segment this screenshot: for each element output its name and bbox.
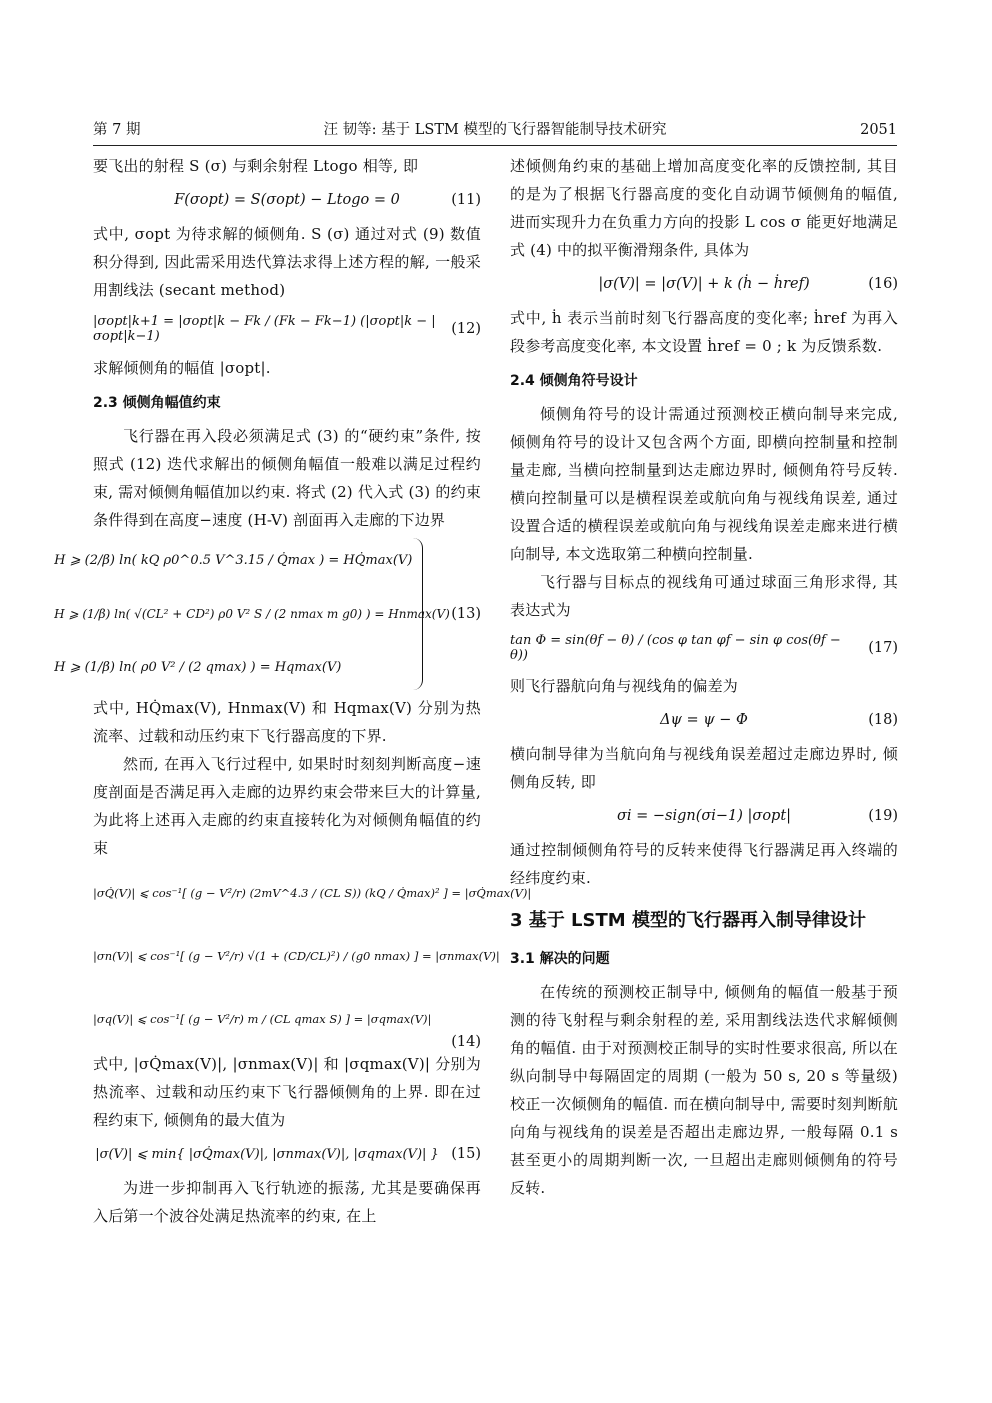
equation-11 xyxy=(93,180,481,220)
right-column xyxy=(510,152,898,1202)
equation-body: tan Φ = sin(θf − θ) / (cos φ tan φf − sin φ cos(θf − θ)) xyxy=(510,633,841,663)
equation-17 xyxy=(510,624,898,672)
equation-number: (14) xyxy=(451,1034,481,1050)
equation-14 xyxy=(93,862,532,1050)
equation-line: |σQ̇(V)| ⩽ cos⁻¹[ (g − V²/r) (2mV^4.3 / (CL S)) (kQ / Q̇max)² ] = |σQ̇max(V)| xyxy=(93,886,532,901)
equation-line: H ⩾ (2/β) ln( kQ ρ0^0.5 V^3.15 / Q̇max ) = HQ̇max(V) xyxy=(54,553,413,569)
paragraph: 通过控制倾侧角符号的反转来使得飞行器满足再入终端的经纬度约束. xyxy=(510,841,898,887)
equation-line: H ⩾ (1/β) ln( ρ0 V² / (2 qmax) ) = Hqmax(V) xyxy=(54,659,342,675)
paragraph: 为进一步抑制再入飞行轨迹的振荡, 尤其是要确保再入后第一个波谷处满足热流率的约束, 在上 xyxy=(93,1179,481,1225)
equation-body: F(σopt) = S(σopt) − Ltogo = 0 xyxy=(174,192,400,208)
equation-13 xyxy=(54,534,481,694)
equation-number: (15) xyxy=(451,1146,481,1162)
equation-line: |σn(V)| ⩽ cos⁻¹[ (g − V²/r) √(1 + (CD/CL)²) / (g0 nmax) ] = |σnmax(V)| xyxy=(93,948,500,963)
equation-body: |σ(V)| = |σ(V)| + k (ḣ − ḣref) xyxy=(598,276,810,292)
equation-line: |σq(V)| ⩽ cos⁻¹[ (g − V²/r) m / (CL qmax S) ] = |σqmax(V)| xyxy=(93,1011,432,1026)
equation-body: σi = −sign(σi−1) |σopt| xyxy=(616,808,792,824)
paragraph: 倾侧角符号的设计需通过预测校正横向制导来完成, 倾侧角符号的设计又包含两个方面, 即横向控制量和控制量走廊, 当横向控制量到达走廊边界时, 倾侧角符号反转. 横向控制量可以是横程误差或航向角与视线角误差, 通过设置合适的横程误差或航向角与视线角误差走廊来进行横向制导, 本文选取第二种横向控制量. xyxy=(510,405,898,563)
paragraph: 然而, 在再入飞行过程中, 如果时时刻刻判断高度−速度剖面是否满足再入走廊的边界约束会带来巨大的计算量, 为此将上述再入走廊的约束直接转化为对倾侧角幅值的约束 xyxy=(93,755,481,857)
equation-number: (19) xyxy=(868,808,898,824)
section-heading-2-3: 2.3 倾侧角幅值约束 xyxy=(93,395,221,411)
running-header xyxy=(93,120,897,140)
paragraph: 在传统的预测校正制导中, 倾侧角的幅值一般基于预测的待飞射程与剩余射程的差, 采用割线法迭代求解倾侧角的幅值. 由于对预测校正制导的实时性要求很高, 所以在纵向制导中每隔固定的周期 (一般为 50 s, 20 s 等量级) 校正一次倾侧角的幅值. 而在横向制导中, 需要时刻判断航向角与视线角的误差是否超出走廊边界, 一般每隔 0.1 s 甚至更小的周期判断一次, 一旦超出走廊则倾侧角的符号反转. xyxy=(510,983,898,1197)
section-heading-3-1: 3.1 解决的问题 xyxy=(510,951,610,967)
equation-16 xyxy=(510,264,898,304)
paragraph: 要飞出的射程 S (σ) 与剩余射程 Ltogo 相等, 即 xyxy=(93,157,419,175)
paragraph: 横向制导律为当航向角与视线角误差超过走廊边界时, 倾侧角反转, 即 xyxy=(510,745,898,791)
equation-15 xyxy=(93,1134,481,1174)
equation-body: |σ(V)| ⩽ min{ |σQ̇max(V)|, |σnmax(V)|, |σqmax(V)| } xyxy=(95,1146,439,1162)
equation-number: (11) xyxy=(451,192,481,208)
right-brace xyxy=(412,538,423,690)
paragraph: 则飞行器航向角与视线角的偏差为 xyxy=(510,677,739,695)
section-heading-2-4: 2.4 倾侧角符号设计 xyxy=(510,373,638,389)
equation-lines xyxy=(54,534,520,694)
equation-body: Δψ = ψ − Φ xyxy=(660,712,748,728)
page-number: 2051 xyxy=(860,122,897,138)
left-column xyxy=(54,152,532,1230)
paragraph: 式中, σopt 为待求解的倾侧角. S (σ) 通过对式 (9) 数值积分得到, 因此需采用迭代算法求得上述方程的解, 一般采用割线法 (secant method) xyxy=(93,225,481,299)
equation-lines xyxy=(93,862,532,1050)
header-rule xyxy=(93,145,897,146)
equation-18 xyxy=(510,700,898,740)
paragraph: 飞行器在再入段必须满足式 (3) 的“硬约束”条件, 按照式 (12) 迭代求解出的倾侧角幅值一般难以满足过程约束, 需对倾侧角幅值加以约束. 将式 (2) 代入式 (3) 的约束条件得到在高度−速度 (H-V) 剖面再入走廊的下边界 xyxy=(93,427,481,529)
paragraph: 式中, ḣ 表示当前时刻飞行器高度的变化率; ḣref 为再入段参考高度变化率, 本文设置 ḣref = 0 ; k 为反馈系数. xyxy=(510,309,898,355)
paragraph: 述倾侧角约束的基础上增加高度变化率的反馈控制, 其目的是为了根据飞行器高度的变化自动调节倾侧角的幅值, 进而实现升力在负重力方向的投影 L cos σ 能更好地满足式 (4) 中的拟平衡滑翔条件, 具体为 xyxy=(510,157,898,259)
paragraph: 求解倾侧角的幅值 |σopt|. xyxy=(93,359,271,377)
equation-number: (12) xyxy=(451,321,481,337)
paragraph: 式中, |σQ̇max(V)|, |σnmax(V)| 和 |σqmax(V)| 分别为热流率、过载和动压约束下飞行器倾侧角的上界. 即在过程约束下, 倾侧角的最大值为 xyxy=(93,1055,481,1129)
equation-12 xyxy=(93,304,481,354)
equation-line: H ⩾ (1/β) ln( √(CL² + CD²) ρ0 V² S / (2 nmax m g0) ) = Hnmax(V) xyxy=(54,606,450,621)
paragraph: 式中, HQ̇max(V), Hnmax(V) 和 Hqmax(V) 分别为热流率、过载和动压约束下飞行器高度的下界. xyxy=(93,699,481,745)
issue-label: 第 7 期 xyxy=(93,122,141,138)
section-heading-3: 3 基于 LSTM 模型的飞行器再入制导律设计 xyxy=(510,910,866,931)
running-title: 汪 韧等: 基于 LSTM 模型的飞行器智能制导技术研究 xyxy=(323,122,667,138)
equation-number: (17) xyxy=(868,640,898,656)
equation-body: |σopt|k+1 = |σopt|k − Fk / (Fk − Fk−1) (|σopt|k − |σopt|k−1) xyxy=(93,314,436,344)
equation-19 xyxy=(510,796,898,836)
equation-number: (16) xyxy=(868,276,898,292)
paragraph: 飞行器与目标点的视线角可通过球面三角形求得, 其表达式为 xyxy=(510,573,898,619)
equation-number: (18) xyxy=(868,712,898,728)
equation-number: (13) xyxy=(451,606,481,622)
